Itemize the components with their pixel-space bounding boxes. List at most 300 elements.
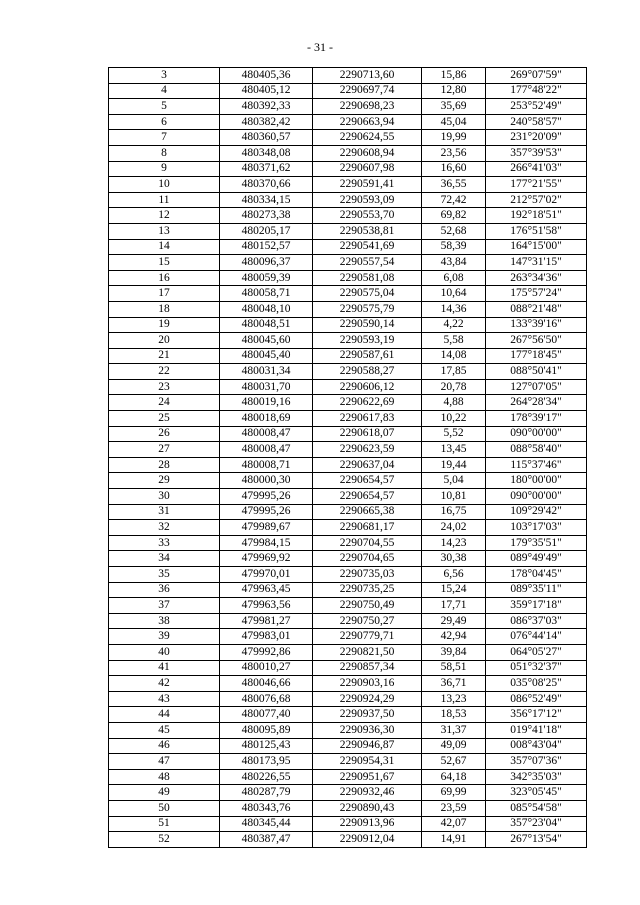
- bearing-cell: 090°00'00": [486, 426, 587, 442]
- distance-cell: 23,59: [422, 800, 486, 816]
- distance-cell: 69,82: [422, 208, 486, 224]
- y-coordinate-cell: 2290588,27: [313, 364, 422, 380]
- table-row: [109, 442, 587, 458]
- point-number-cell: 17: [109, 286, 220, 302]
- distance-cell: 16,75: [422, 504, 486, 520]
- distance-cell: 49,09: [422, 738, 486, 754]
- bearing-cell: 192°18'51": [486, 208, 587, 224]
- distance-cell: 14,08: [422, 348, 486, 364]
- bearing-cell: 178°04'45": [486, 567, 587, 583]
- y-coordinate-cell: 2290590,14: [313, 317, 422, 333]
- point-number-cell: 19: [109, 317, 220, 333]
- point-number-cell: 13: [109, 223, 220, 239]
- point-number-cell: 35: [109, 567, 220, 583]
- distance-cell: 64,18: [422, 769, 486, 785]
- bearing-cell: 357°39'53": [486, 145, 587, 161]
- x-coordinate-cell: 480382,42: [220, 114, 313, 130]
- x-coordinate-cell: 480008,47: [220, 426, 313, 442]
- y-coordinate-cell: 2290890,43: [313, 800, 422, 816]
- y-coordinate-cell: 2290821,50: [313, 644, 422, 660]
- distance-cell: 13,23: [422, 691, 486, 707]
- table-row: [109, 83, 587, 99]
- bearing-cell: 264°28'34": [486, 395, 587, 411]
- table-row: [109, 161, 587, 177]
- point-number-cell: 33: [109, 535, 220, 551]
- point-number-cell: 31: [109, 504, 220, 520]
- y-coordinate-cell: 2290623,59: [313, 442, 422, 458]
- distance-cell: 19,44: [422, 457, 486, 473]
- bearing-cell: 085°54'58": [486, 800, 587, 816]
- bearing-cell: 109°29'42": [486, 504, 587, 520]
- bearing-cell: 212°57'02": [486, 192, 587, 208]
- bearing-cell: 088°58'40": [486, 442, 587, 458]
- bearing-cell: 180°00'00": [486, 473, 587, 489]
- x-coordinate-cell: 480096,37: [220, 255, 313, 271]
- point-number-cell: 22: [109, 364, 220, 380]
- bearing-cell: 267°56'50": [486, 333, 587, 349]
- table-row: [109, 520, 587, 536]
- point-number-cell: 25: [109, 411, 220, 427]
- distance-cell: 31,37: [422, 722, 486, 738]
- bearing-cell: 263°34'36": [486, 270, 587, 286]
- point-number-cell: 8: [109, 145, 220, 161]
- x-coordinate-cell: 480031,34: [220, 364, 313, 380]
- y-coordinate-cell: 2290665,38: [313, 504, 422, 520]
- bearing-cell: 266°41'03": [486, 161, 587, 177]
- table-row: [109, 738, 587, 754]
- bearing-cell: 088°50'41": [486, 364, 587, 380]
- distance-cell: 12,80: [422, 83, 486, 99]
- table-row: [109, 582, 587, 598]
- distance-cell: 19,99: [422, 130, 486, 146]
- bearing-cell: 177°21'55": [486, 177, 587, 193]
- y-coordinate-cell: 2290937,50: [313, 707, 422, 723]
- table-row: [109, 192, 587, 208]
- point-number-cell: 3: [109, 68, 220, 84]
- bearing-cell: 240°58'57": [486, 114, 587, 130]
- y-coordinate-cell: 2290538,81: [313, 223, 422, 239]
- x-coordinate-cell: 480048,10: [220, 301, 313, 317]
- bearing-cell: 115°37'46": [486, 457, 587, 473]
- table-row: [109, 301, 587, 317]
- table-row: [109, 364, 587, 380]
- y-coordinate-cell: 2290779,71: [313, 629, 422, 645]
- y-coordinate-cell: 2290924,29: [313, 691, 422, 707]
- bearing-cell: 179°35'51": [486, 535, 587, 551]
- distance-cell: 36,55: [422, 177, 486, 193]
- table-row: [109, 816, 587, 832]
- coordinates-table-body: [109, 68, 587, 848]
- distance-cell: 36,71: [422, 676, 486, 692]
- distance-cell: 52,68: [422, 223, 486, 239]
- bearing-cell: 035°08'25": [486, 676, 587, 692]
- distance-cell: 18,53: [422, 707, 486, 723]
- table-row: [109, 551, 587, 567]
- x-coordinate-cell: 480125,43: [220, 738, 313, 754]
- y-coordinate-cell: 2290697,74: [313, 83, 422, 99]
- y-coordinate-cell: 2290681,17: [313, 520, 422, 536]
- distance-cell: 58,39: [422, 239, 486, 255]
- table-row: [109, 426, 587, 442]
- y-coordinate-cell: 2290593,19: [313, 333, 422, 349]
- table-row: [109, 567, 587, 583]
- distance-cell: 14,91: [422, 832, 486, 848]
- x-coordinate-cell: 480031,70: [220, 379, 313, 395]
- x-coordinate-cell: 480048,51: [220, 317, 313, 333]
- table-row: [109, 489, 587, 505]
- x-coordinate-cell: 480010,27: [220, 660, 313, 676]
- point-number-cell: 51: [109, 816, 220, 832]
- bearing-cell: 008°43'04": [486, 738, 587, 754]
- y-coordinate-cell: 2290912,04: [313, 832, 422, 848]
- distance-cell: 30,38: [422, 551, 486, 567]
- bearing-cell: 019°41'18": [486, 722, 587, 738]
- y-coordinate-cell: 2290575,04: [313, 286, 422, 302]
- bearing-cell: 051°32'37": [486, 660, 587, 676]
- distance-cell: 17,85: [422, 364, 486, 380]
- point-number-cell: 34: [109, 551, 220, 567]
- distance-cell: 14,36: [422, 301, 486, 317]
- x-coordinate-cell: 479981,27: [220, 613, 313, 629]
- x-coordinate-cell: 480008,71: [220, 457, 313, 473]
- x-coordinate-cell: 480387,47: [220, 832, 313, 848]
- y-coordinate-cell: 2290553,70: [313, 208, 422, 224]
- point-number-cell: 43: [109, 691, 220, 707]
- x-coordinate-cell: 480008,47: [220, 442, 313, 458]
- y-coordinate-cell: 2290637,04: [313, 457, 422, 473]
- point-number-cell: 40: [109, 644, 220, 660]
- bearing-cell: 267°13'54": [486, 832, 587, 848]
- distance-cell: 6,56: [422, 567, 486, 583]
- bearing-cell: 231°20'09": [486, 130, 587, 146]
- bearing-cell: 089°35'11": [486, 582, 587, 598]
- x-coordinate-cell: 480334,15: [220, 192, 313, 208]
- bearing-cell: 103°17'03": [486, 520, 587, 536]
- distance-cell: 13,45: [422, 442, 486, 458]
- distance-cell: 42,07: [422, 816, 486, 832]
- table-row: [109, 255, 587, 271]
- table-row: [109, 644, 587, 660]
- y-coordinate-cell: 2290704,65: [313, 551, 422, 567]
- y-coordinate-cell: 2290936,30: [313, 722, 422, 738]
- x-coordinate-cell: 480226,55: [220, 769, 313, 785]
- table-row: [109, 270, 587, 286]
- y-coordinate-cell: 2290903,16: [313, 676, 422, 692]
- y-coordinate-cell: 2290735,03: [313, 567, 422, 583]
- table-row: [109, 504, 587, 520]
- point-number-cell: 45: [109, 722, 220, 738]
- distance-cell: 15,24: [422, 582, 486, 598]
- distance-cell: 14,23: [422, 535, 486, 551]
- bearing-cell: 176°51'58": [486, 223, 587, 239]
- distance-cell: 39,84: [422, 644, 486, 660]
- y-coordinate-cell: 2290541,69: [313, 239, 422, 255]
- point-number-cell: 20: [109, 333, 220, 349]
- bearing-cell: 177°48'22": [486, 83, 587, 99]
- x-coordinate-cell: 480371,62: [220, 161, 313, 177]
- distance-cell: 23,56: [422, 145, 486, 161]
- point-number-cell: 7: [109, 130, 220, 146]
- distance-cell: 42,94: [422, 629, 486, 645]
- point-number-cell: 15: [109, 255, 220, 271]
- table-row: [109, 707, 587, 723]
- x-coordinate-cell: 480046,66: [220, 676, 313, 692]
- table-row: [109, 754, 587, 770]
- x-coordinate-cell: 480000,30: [220, 473, 313, 489]
- x-coordinate-cell: 479992,86: [220, 644, 313, 660]
- distance-cell: 10,22: [422, 411, 486, 427]
- y-coordinate-cell: 2290607,98: [313, 161, 422, 177]
- bearing-cell: 359°17'18": [486, 598, 587, 614]
- point-number-cell: 10: [109, 177, 220, 193]
- x-coordinate-cell: 479963,56: [220, 598, 313, 614]
- table-row: [109, 114, 587, 130]
- y-coordinate-cell: 2290946,87: [313, 738, 422, 754]
- bearing-cell: 269°07'59": [486, 68, 587, 84]
- x-coordinate-cell: 480348,08: [220, 145, 313, 161]
- y-coordinate-cell: 2290575,79: [313, 301, 422, 317]
- x-coordinate-cell: 480287,79: [220, 785, 313, 801]
- y-coordinate-cell: 2290750,27: [313, 613, 422, 629]
- x-coordinate-cell: 480045,60: [220, 333, 313, 349]
- bearing-cell: 076°44'14": [486, 629, 587, 645]
- x-coordinate-cell: 480392,33: [220, 99, 313, 115]
- x-coordinate-cell: 479970,01: [220, 567, 313, 583]
- coordinates-table: [108, 67, 587, 848]
- y-coordinate-cell: 2290704,55: [313, 535, 422, 551]
- bearing-cell: 342°35'03": [486, 769, 587, 785]
- x-coordinate-cell: 480059,39: [220, 270, 313, 286]
- point-number-cell: 29: [109, 473, 220, 489]
- table-row: [109, 177, 587, 193]
- bearing-cell: 089°49'49": [486, 551, 587, 567]
- table-row: [109, 348, 587, 364]
- table-row: [109, 722, 587, 738]
- table-row: [109, 68, 587, 84]
- point-number-cell: 49: [109, 785, 220, 801]
- point-number-cell: 32: [109, 520, 220, 536]
- y-coordinate-cell: 2290606,12: [313, 379, 422, 395]
- point-number-cell: 48: [109, 769, 220, 785]
- x-coordinate-cell: 480360,57: [220, 130, 313, 146]
- table-row: [109, 598, 587, 614]
- bearing-cell: 147°31'15": [486, 255, 587, 271]
- point-number-cell: 5: [109, 99, 220, 115]
- x-coordinate-cell: 480343,76: [220, 800, 313, 816]
- x-coordinate-cell: 480345,44: [220, 816, 313, 832]
- x-coordinate-cell: 479995,26: [220, 489, 313, 505]
- bearing-cell: 086°37'03": [486, 613, 587, 629]
- point-number-cell: 28: [109, 457, 220, 473]
- table-row: [109, 613, 587, 629]
- x-coordinate-cell: 480045,40: [220, 348, 313, 364]
- x-coordinate-cell: 479963,45: [220, 582, 313, 598]
- distance-cell: 10,81: [422, 489, 486, 505]
- point-number-cell: 47: [109, 754, 220, 770]
- point-number-cell: 18: [109, 301, 220, 317]
- distance-cell: 52,67: [422, 754, 486, 770]
- y-coordinate-cell: 2290622,69: [313, 395, 422, 411]
- bearing-cell: 164°15'00": [486, 239, 587, 255]
- y-coordinate-cell: 2290593,09: [313, 192, 422, 208]
- x-coordinate-cell: 479969,92: [220, 551, 313, 567]
- point-number-cell: 23: [109, 379, 220, 395]
- table-row: [109, 395, 587, 411]
- table-row: [109, 411, 587, 427]
- distance-cell: 5,52: [422, 426, 486, 442]
- table-row: [109, 691, 587, 707]
- table-row: [109, 208, 587, 224]
- y-coordinate-cell: 2290608,94: [313, 145, 422, 161]
- point-number-cell: 12: [109, 208, 220, 224]
- distance-cell: 6,08: [422, 270, 486, 286]
- point-number-cell: 41: [109, 660, 220, 676]
- point-number-cell: 42: [109, 676, 220, 692]
- bearing-cell: 357°07'36": [486, 754, 587, 770]
- bearing-cell: 088°21'48": [486, 301, 587, 317]
- table-row: [109, 239, 587, 255]
- y-coordinate-cell: 2290617,83: [313, 411, 422, 427]
- point-number-cell: 36: [109, 582, 220, 598]
- distance-cell: 69,99: [422, 785, 486, 801]
- point-number-cell: 21: [109, 348, 220, 364]
- table-row: [109, 676, 587, 692]
- point-number-cell: 9: [109, 161, 220, 177]
- y-coordinate-cell: 2290587,61: [313, 348, 422, 364]
- x-coordinate-cell: 479984,15: [220, 535, 313, 551]
- y-coordinate-cell: 2290951,67: [313, 769, 422, 785]
- point-number-cell: 4: [109, 83, 220, 99]
- table-row: [109, 660, 587, 676]
- table-row: [109, 145, 587, 161]
- y-coordinate-cell: 2290913,96: [313, 816, 422, 832]
- distance-cell: 35,69: [422, 99, 486, 115]
- y-coordinate-cell: 2290618,07: [313, 426, 422, 442]
- point-number-cell: 11: [109, 192, 220, 208]
- x-coordinate-cell: 480095,89: [220, 722, 313, 738]
- x-coordinate-cell: 480152,57: [220, 239, 313, 255]
- y-coordinate-cell: 2290663,94: [313, 114, 422, 130]
- x-coordinate-cell: 479983,01: [220, 629, 313, 645]
- distance-cell: 5,58: [422, 333, 486, 349]
- y-coordinate-cell: 2290591,41: [313, 177, 422, 193]
- distance-cell: 4,88: [422, 395, 486, 411]
- page-number: - 31 -: [307, 40, 333, 54]
- distance-cell: 16,60: [422, 161, 486, 177]
- x-coordinate-cell: 480405,36: [220, 68, 313, 84]
- distance-cell: 10,64: [422, 286, 486, 302]
- point-number-cell: 27: [109, 442, 220, 458]
- x-coordinate-cell: 480018,69: [220, 411, 313, 427]
- table-row: [109, 629, 587, 645]
- table-row: [109, 99, 587, 115]
- table-row: [109, 473, 587, 489]
- table-row: [109, 785, 587, 801]
- y-coordinate-cell: 2290857,34: [313, 660, 422, 676]
- x-coordinate-cell: 480019,16: [220, 395, 313, 411]
- distance-cell: 58,51: [422, 660, 486, 676]
- bearing-cell: 178°39'17": [486, 411, 587, 427]
- point-number-cell: 6: [109, 114, 220, 130]
- table-row: [109, 333, 587, 349]
- distance-cell: 43,84: [422, 255, 486, 271]
- table-row: [109, 800, 587, 816]
- table-row: [109, 769, 587, 785]
- distance-cell: 24,02: [422, 520, 486, 536]
- table-row: [109, 286, 587, 302]
- bearing-cell: 090°00'00": [486, 489, 587, 505]
- bearing-cell: 253°52'49": [486, 99, 587, 115]
- distance-cell: 4,22: [422, 317, 486, 333]
- bearing-cell: 086°52'49": [486, 691, 587, 707]
- table-row: [109, 379, 587, 395]
- point-number-cell: 46: [109, 738, 220, 754]
- x-coordinate-cell: 480370,66: [220, 177, 313, 193]
- distance-cell: 15,86: [422, 68, 486, 84]
- y-coordinate-cell: 2290954,31: [313, 754, 422, 770]
- point-number-cell: 44: [109, 707, 220, 723]
- x-coordinate-cell: 480058,71: [220, 286, 313, 302]
- x-coordinate-cell: 480205,17: [220, 223, 313, 239]
- distance-cell: 45,04: [422, 114, 486, 130]
- y-coordinate-cell: 2290654,57: [313, 489, 422, 505]
- y-coordinate-cell: 2290932,46: [313, 785, 422, 801]
- table-row: [109, 457, 587, 473]
- bearing-cell: 064°05'27": [486, 644, 587, 660]
- bearing-cell: 127°07'05": [486, 379, 587, 395]
- x-coordinate-cell: 480273,38: [220, 208, 313, 224]
- point-number-cell: 39: [109, 629, 220, 645]
- bearing-cell: 177°18'45": [486, 348, 587, 364]
- x-coordinate-cell: 480405,12: [220, 83, 313, 99]
- point-number-cell: 50: [109, 800, 220, 816]
- point-number-cell: 37: [109, 598, 220, 614]
- x-coordinate-cell: 480076,68: [220, 691, 313, 707]
- y-coordinate-cell: 2290557,54: [313, 255, 422, 271]
- point-number-cell: 30: [109, 489, 220, 505]
- bearing-cell: 133°39'16": [486, 317, 587, 333]
- x-coordinate-cell: 480173,95: [220, 754, 313, 770]
- point-number-cell: 26: [109, 426, 220, 442]
- bearing-cell: 175°57'24": [486, 286, 587, 302]
- distance-cell: 72,42: [422, 192, 486, 208]
- distance-cell: 5,04: [422, 473, 486, 489]
- distance-cell: 20,78: [422, 379, 486, 395]
- point-number-cell: 38: [109, 613, 220, 629]
- bearing-cell: 356°17'12": [486, 707, 587, 723]
- table-row: [109, 535, 587, 551]
- y-coordinate-cell: 2290654,57: [313, 473, 422, 489]
- table-row: [109, 317, 587, 333]
- y-coordinate-cell: 2290698,23: [313, 99, 422, 115]
- y-coordinate-cell: 2290713,60: [313, 68, 422, 84]
- point-number-cell: 16: [109, 270, 220, 286]
- y-coordinate-cell: 2290735,25: [313, 582, 422, 598]
- table-row: [109, 832, 587, 848]
- point-number-cell: 52: [109, 832, 220, 848]
- y-coordinate-cell: 2290750,49: [313, 598, 422, 614]
- table-row: [109, 223, 587, 239]
- x-coordinate-cell: 479989,67: [220, 520, 313, 536]
- distance-cell: 29,49: [422, 613, 486, 629]
- y-coordinate-cell: 2290624,55: [313, 130, 422, 146]
- x-coordinate-cell: 479995,26: [220, 504, 313, 520]
- bearing-cell: 323°05'45": [486, 785, 587, 801]
- table-row: [109, 130, 587, 146]
- y-coordinate-cell: 2290581,08: [313, 270, 422, 286]
- point-number-cell: 14: [109, 239, 220, 255]
- x-coordinate-cell: 480077,40: [220, 707, 313, 723]
